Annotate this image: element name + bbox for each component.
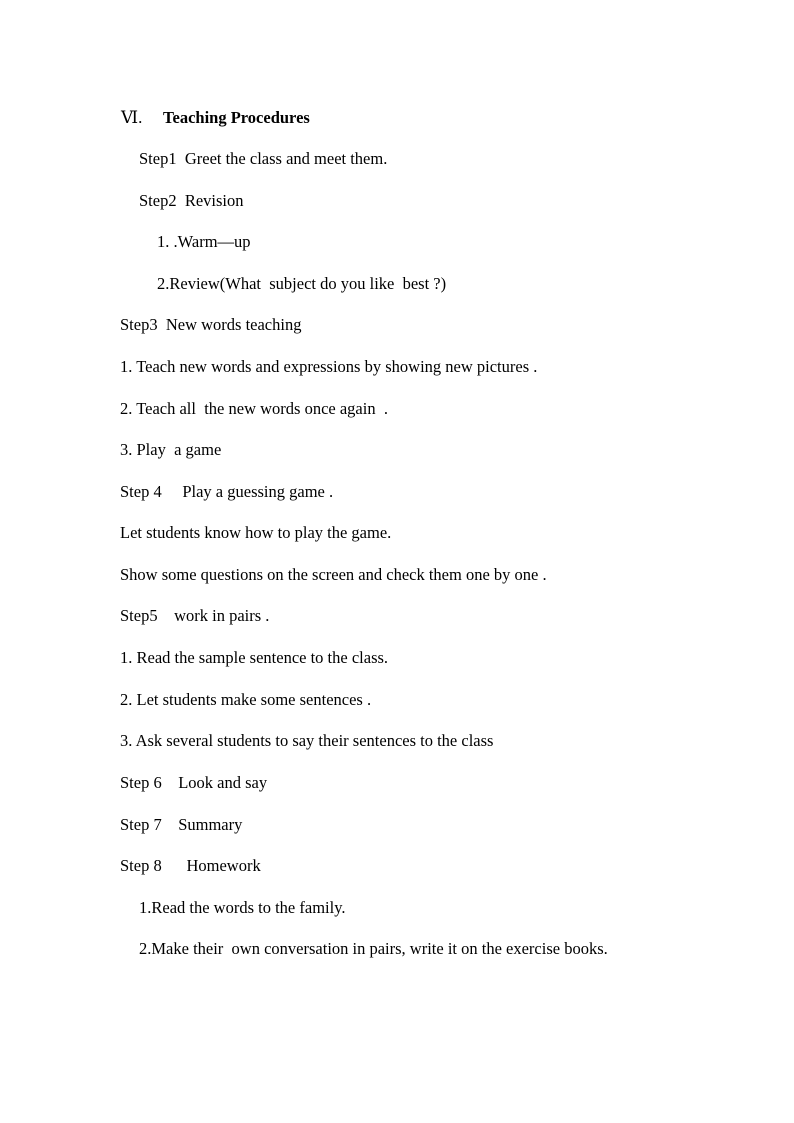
step1-line: Step1 Greet the class and meet them.: [139, 149, 388, 168]
step2-item-2: 2.Review(What subject do you like best ?): [157, 274, 447, 293]
step4-text-2: Show some questions on the screen and check them one by one .: [120, 565, 547, 584]
step2-item-1: 1. .Warm—up: [157, 232, 251, 251]
step3-item-2: 2. Teach all the new words once again .: [120, 399, 388, 418]
step4-text-1: Let students know how to play the game.: [120, 523, 392, 542]
step5-item-2: 2. Let students make some sentences .: [120, 690, 372, 709]
step8-line: Step 8 Homework: [120, 856, 261, 875]
step6-line: Step 6 Look and say: [120, 773, 268, 792]
step3-item-3: 3. Play a game: [120, 440, 222, 459]
section-title: Teaching Procedures: [163, 108, 310, 127]
step3-item-1: 1. Teach new words and expressions by showing new pictures .: [120, 357, 538, 376]
step8-item-1: 1.Read the words to the family.: [139, 898, 346, 917]
step8-item-2: 2.Make their own conversation in pairs, write it on the exercise books.: [139, 939, 608, 958]
step7-line: Step 7 Summary: [120, 815, 243, 834]
step5-item-1: 1. Read the sample sentence to the class.: [120, 648, 389, 667]
section-numeral: Ⅵ.: [121, 108, 143, 127]
step5-line: Step5 work in pairs .: [120, 606, 270, 625]
step2-line: Step2 Revision: [139, 191, 244, 210]
step4-line: Step 4 Play a guessing game .: [120, 482, 334, 501]
step5-item-3: 3. Ask several students to say their sentences to the class: [120, 731, 494, 750]
step3-line: Step3 New words teaching: [120, 315, 302, 334]
